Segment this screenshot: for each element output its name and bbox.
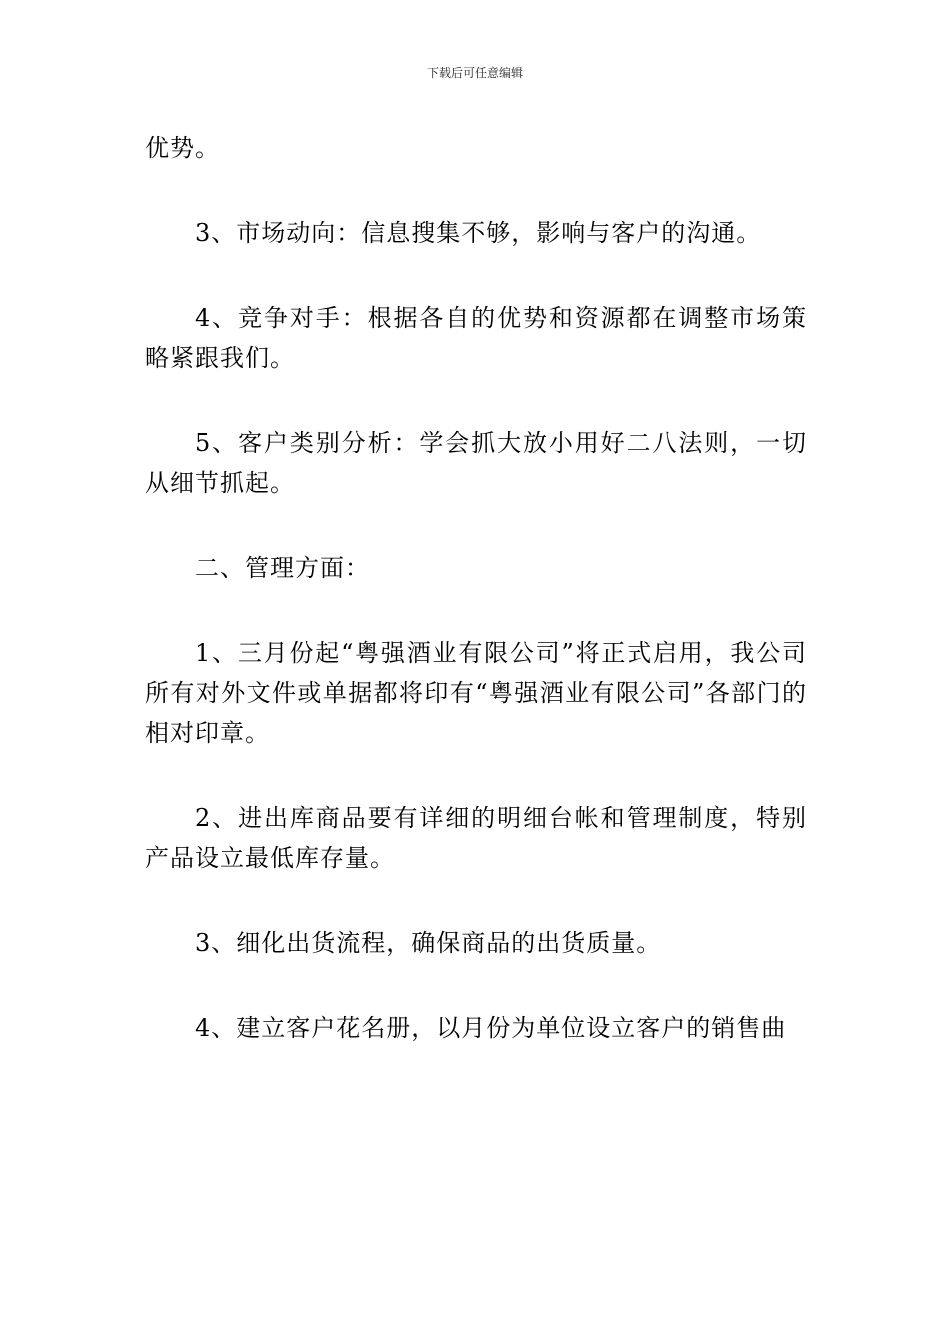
paragraph-9: 4、建立客户花名册，以月份为单位设立客户的销售曲	[195, 1014, 787, 1042]
paragraph-1: 优势。	[145, 134, 220, 162]
document-body	[145, 128, 807, 1093]
section-heading: 二、管理方面：	[195, 554, 370, 582]
paragraph-7: 2、进出库商品要有详细的明细台帐和管理制度，特别产品设立最低库存量。	[145, 804, 807, 872]
paragraph-4: 5、客户类别分析：学会抓大放小用好二八法则，一切从细节抓起。	[145, 429, 807, 497]
paragraph-3: 4、竞争对手：根据各自的优势和资源都在调整市场策略紧跟我们。	[145, 304, 807, 372]
paragraph-6: 1、三月份起“粤强酒业有限公司”将正式启用，我公司所有对外文件或单据都将印有“粤强酒业有限公司”各部门的相对印章。	[145, 639, 807, 747]
paragraph-8: 3、细化出货流程，确保商品的出货质量。	[195, 929, 662, 957]
page-header: 下载后可任意编辑	[426, 66, 523, 80]
paragraph-2: 3、市场动向：信息搜集不够，影响与客户的沟通。	[195, 219, 762, 247]
